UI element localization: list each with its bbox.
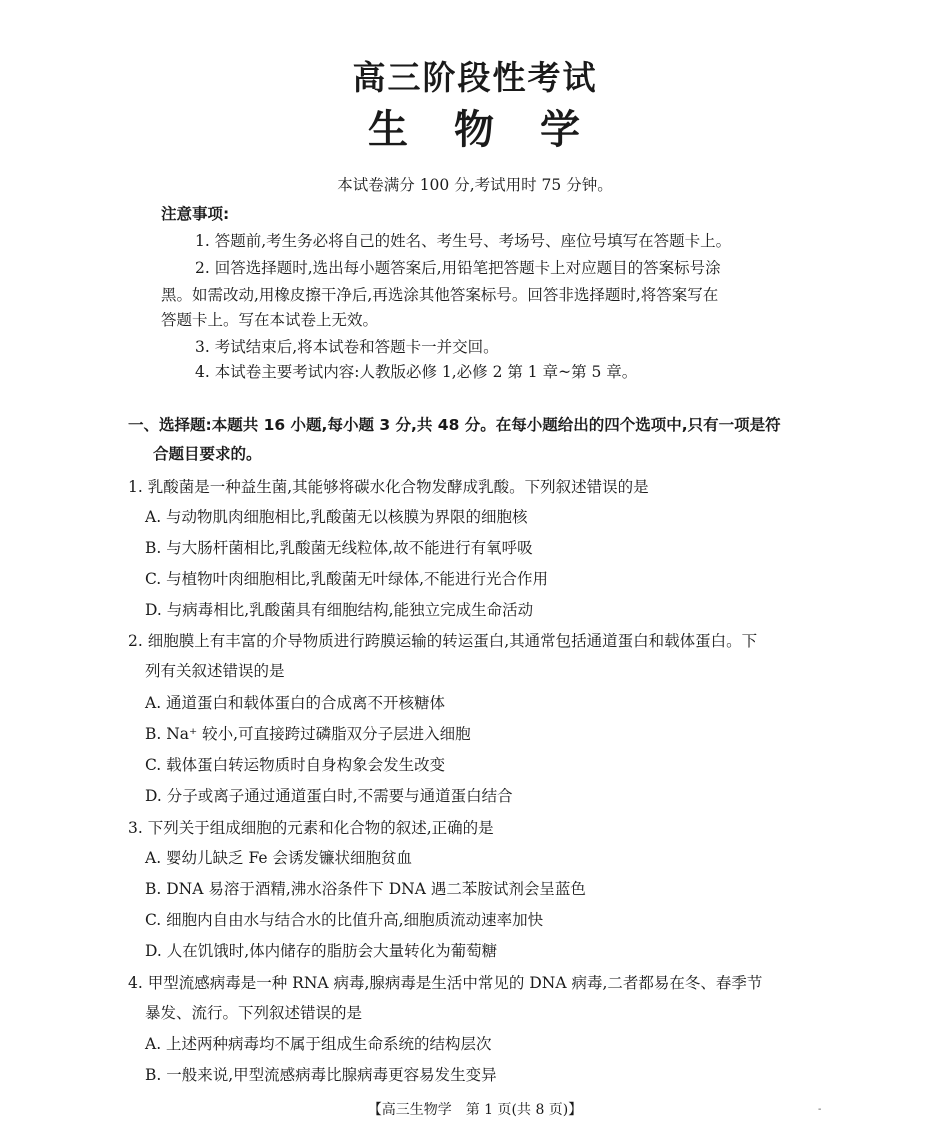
question-option: A. 婴幼儿缺乏 Fe 会诱发镰状细胞贫血: [145, 849, 412, 867]
question-option: A. 通道蛋白和载体蛋白的合成离不开核糖体: [145, 694, 446, 712]
notice-line: 2. 回答选择题时,选出每小题答案后,用铅笔把答题卡上对应题目的答案标号涂: [195, 259, 721, 277]
subject-char: 生: [368, 107, 410, 153]
notice-heading: 注意事项:: [161, 205, 230, 223]
question-option: B. 一般来说,甲型流感病毒比腺病毒更容易发生变异: [145, 1066, 497, 1084]
question-option: B. Na⁺ 较小,可直接跨过磷脂双分子层进入细胞: [145, 725, 471, 743]
question-option: C. 细胞内自由水与结合水的比值升高,细胞质流动速率加快: [145, 911, 544, 929]
notice-line: 3. 考试结束后,将本试卷和答题卡一并交回。: [195, 338, 499, 356]
corner-mark: -: [818, 1104, 822, 1115]
question-option: A. 与动物肌肉细胞相比,乳酸菌无以核膜为界限的细胞核: [145, 508, 528, 526]
page-footer: 【高三生物学 第 1 页(共 8 页)】: [367, 1102, 583, 1118]
question-stem-cont: 暴发、流行。下列叙述错误的是: [145, 1004, 363, 1022]
exam-title: 高三阶段性考试: [352, 58, 598, 97]
subject-char: 物: [454, 107, 496, 153]
question-option: D. 分子或离子通过通道蛋白时,不需要与通道蛋白结合: [145, 787, 513, 805]
notice-line: 黑。如需改动,用橡皮擦干净后,再选涂其他答案标号。回答非选择题时,将答案写在: [161, 286, 719, 304]
question-option: D. 人在饥饿时,体内储存的脂肪会大量转化为葡萄糖: [145, 942, 498, 960]
section-heading: 一、选择题:本题共 16 小题,每小题 3 分,共 48 分。在每小题给出的四个选项中,只有一项是符: [128, 416, 781, 434]
question-option: B. DNA 易溶于酒精,沸水浴条件下 DNA 遇二苯胺试剂会呈蓝色: [145, 880, 586, 898]
question-option: D. 与病毒相比,乳酸菌具有细胞结构,能独立完成生命活动: [145, 601, 534, 619]
question-stem: 1. 乳酸菌是一种益生菌,其能够将碳水化合物发酵成乳酸。下列叙述错误的是: [128, 478, 649, 496]
subject-title: [0, 98, 950, 155]
subject-char: 学: [540, 107, 582, 153]
question-stem-cont: 列有关叙述错误的是: [145, 662, 285, 680]
notice-line: 答题卡上。写在本试卷上无效。: [161, 311, 379, 329]
question-option: C. 与植物叶肉细胞相比,乳酸菌无叶绿体,不能进行光合作用: [145, 570, 549, 588]
question-option: B. 与大肠杆菌相比,乳酸菌无线粒体,故不能进行有氧呼吸: [145, 539, 533, 557]
exam-summary: 本试卷满分 100 分,考试用时 75 分钟。: [337, 176, 613, 194]
question-option: C. 载体蛋白转运物质时自身构象会发生改变: [145, 756, 446, 774]
section-heading-cont: 合题目要求的。: [153, 445, 262, 463]
question-stem: 4. 甲型流感病毒是一种 RNA 病毒,腺病毒是生活中常见的 DNA 病毒,二者都易在冬、春季节: [128, 974, 763, 992]
question-option: A. 上述两种病毒均不属于组成生命系统的结构层次: [145, 1035, 492, 1053]
question-stem: 2. 细胞膜上有丰富的介导物质进行跨膜运输的转运蛋白,其通常包括通道蛋白和载体蛋白。下: [128, 632, 758, 650]
notice-line: 4. 本试卷主要考试内容:人教版必修 1,必修 2 第 1 章~第 5 章。: [195, 363, 638, 381]
question-stem: 3. 下列关于组成细胞的元素和化合物的叙述,正确的是: [128, 819, 494, 837]
notice-line: 1. 答题前,考生务必将自己的姓名、考生号、考场号、座位号填写在答题卡上。: [195, 232, 732, 250]
